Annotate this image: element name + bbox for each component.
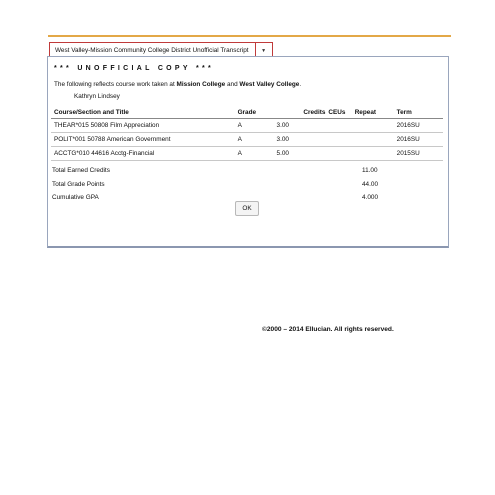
course-grade: A	[235, 133, 274, 147]
course-grade: A	[235, 147, 274, 161]
table-row	[51, 147, 443, 161]
coursework-statement-prefix: The following reflects course work taken at	[54, 81, 177, 88]
course-repeat	[352, 119, 394, 133]
column-header-term: Term	[394, 106, 443, 119]
column-header-credits: Credits	[274, 106, 326, 119]
coursework-statement-joiner: and	[225, 81, 240, 88]
course-ceus	[325, 147, 351, 161]
course-term: 2015SU	[394, 147, 443, 161]
student-name: Kathryn Lindsey	[74, 93, 120, 100]
college-name-1: Mission College	[176, 81, 226, 88]
college-name-2: West Valley College	[239, 81, 300, 88]
chevron-down-icon[interactable]: ▼	[261, 47, 267, 54]
transcript-type-selected-value: West Valley-Mission Community College District Unofficial Transcript	[50, 43, 256, 58]
course-table	[51, 106, 443, 161]
total-earned-credits-value: 11.00	[362, 167, 378, 174]
cumulative-gpa-value: 4.000	[362, 194, 378, 201]
unofficial-copy-banner: *** UNOFFICIAL COPY ***	[54, 65, 215, 72]
cumulative-gpa-label: Cumulative GPA	[52, 194, 99, 201]
course-term: 2016SU	[394, 119, 443, 133]
course-credits: 3.00	[274, 133, 326, 147]
course-credits: 5.00	[274, 147, 326, 161]
course-table-header	[51, 106, 443, 119]
course-credits: 3.00	[274, 119, 326, 133]
course-term: 2016SU	[394, 133, 443, 147]
total-grade-points-row	[52, 178, 444, 192]
total-earned-credits-row	[52, 164, 444, 178]
coursework-statement	[54, 81, 301, 88]
course-title: POLIT*001 50788 American Government	[51, 133, 235, 147]
table-row	[51, 133, 443, 147]
table-row	[51, 119, 443, 133]
transcript-panel	[47, 56, 449, 248]
column-header-repeat: Repeat	[352, 106, 394, 119]
ok-button[interactable]: OK	[235, 201, 259, 216]
course-title: ACCTG*010 44616 Acctg-Financial	[51, 147, 235, 161]
column-header-ceus: CEUs	[325, 106, 351, 119]
column-header-course: Course/Section and Title	[51, 106, 235, 119]
course-grade: A	[235, 119, 274, 133]
course-repeat	[352, 133, 394, 147]
course-title: THEAR*015 50808 Film Appreciation	[51, 119, 235, 133]
column-header-grade: Grade	[235, 106, 274, 119]
course-ceus	[325, 119, 351, 133]
course-repeat	[352, 147, 394, 161]
total-earned-credits-label: Total Earned Credits	[52, 167, 110, 174]
transcript-totals	[52, 164, 444, 205]
coursework-statement-suffix: .	[299, 81, 302, 88]
copyright-notice: ©2000 – 2014 Ellucian. All rights reserved.	[262, 326, 394, 333]
course-ceus	[325, 133, 351, 147]
total-grade-points-label: Total Grade Points	[52, 180, 105, 188]
total-grade-points-value: 44.00	[362, 180, 378, 188]
header-accent-rule	[48, 35, 451, 37]
